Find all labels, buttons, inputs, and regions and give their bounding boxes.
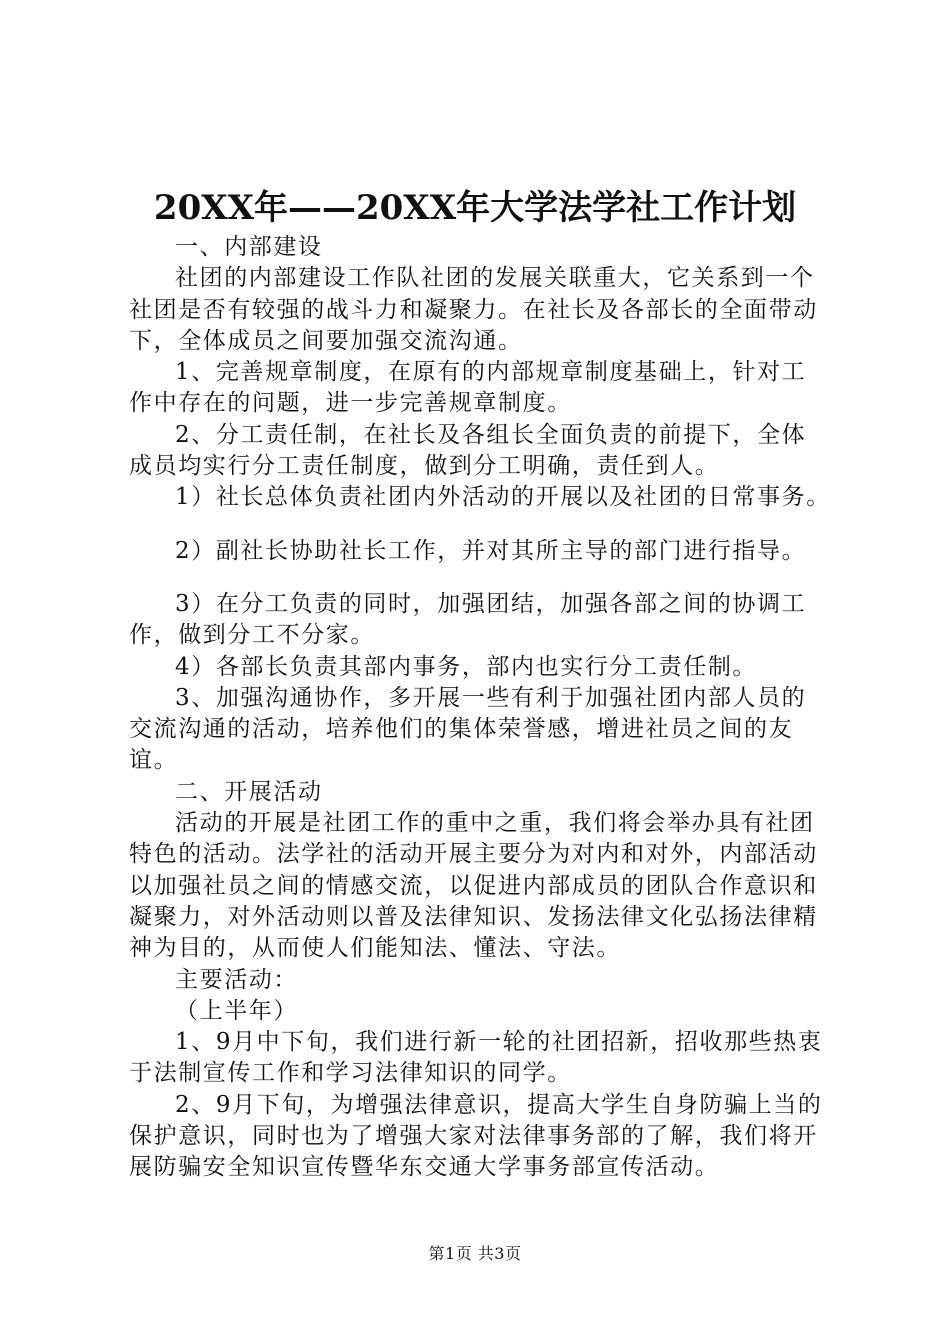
paragraph: 2、9月下旬，为增强法律意识，提高大学生自身防骗上当的保护意识，同时也为了增强大家对法律事务部的了解，我们将开展防骗安全知识宣传暨华东交通大学事务部宣传活动。 — [129, 1091, 823, 1181]
paragraph: 1、9月中下旬，我们进行新一轮的社团招新，招收那些热衷于法制宣传工作和学习法律知识的同学。 — [129, 1029, 823, 1087]
document-body — [129, 232, 829, 1184]
section-heading: 一、内部建设 — [175, 234, 323, 260]
paragraph: 主要活动： — [175, 966, 298, 993]
paragraph: （上半年） — [175, 997, 298, 1024]
page-number-footer: 第1页 共3页 — [428, 1244, 522, 1263]
paragraph: 1）社长总体负责社团内外活动的开展以及社团的日常事务。 — [175, 484, 831, 511]
document-title: 20XX年——20XX年大学法学社工作计划 — [153, 188, 797, 228]
paragraph: 3）在分工负责的同时，加强团结，加强各部之间的协调工作，做到分工不分家。 — [129, 590, 807, 649]
paragraph: 3、加强沟通协作，多开展一些有利于加强社团内部人员的交流沟通的活动，培养他们的集体荣誉感，增进社员之间的友谊。 — [129, 684, 807, 774]
paragraph: 1、完善规章制度，在原有的内部规章制度基础上，针对工作中存在的问题，进一步完善规章制度。 — [129, 359, 807, 417]
paragraph: 2、分工责任制，在社长及各组长全面负责的前提下，全体成员均实行分工责任制度，做到分工明确，责任到人。 — [129, 421, 807, 480]
paragraph: 活动的开展是社团工作的重中之重，我们将会举办具有社团特色的活动。法学社的活动开展主要分为对内和对外，内部活动以加强社员之间的情感交流，以促进内部成员的团队合作意识和凝聚力，对外活动则以普及法律知识、发扬法律文化弘扬法律精神为目的，从而使人们能知法、懂法、守法。 — [129, 810, 818, 962]
paragraph: 4）各部长负责其部内事务，部内也实行分工责任制。 — [175, 653, 758, 680]
section-heading: 二、开展活动 — [175, 778, 323, 805]
paragraph: 2）副社长协助社长工作，并对其所主导的部门进行指导。 — [175, 537, 807, 564]
paragraph: 社团的内部建设工作队社团的发展关联重大，它关系到一个社团是否有较强的战斗力和凝聚力。在社长及各部长的全面带动下，全体成员之间要加强交流沟通。 — [129, 265, 818, 354]
